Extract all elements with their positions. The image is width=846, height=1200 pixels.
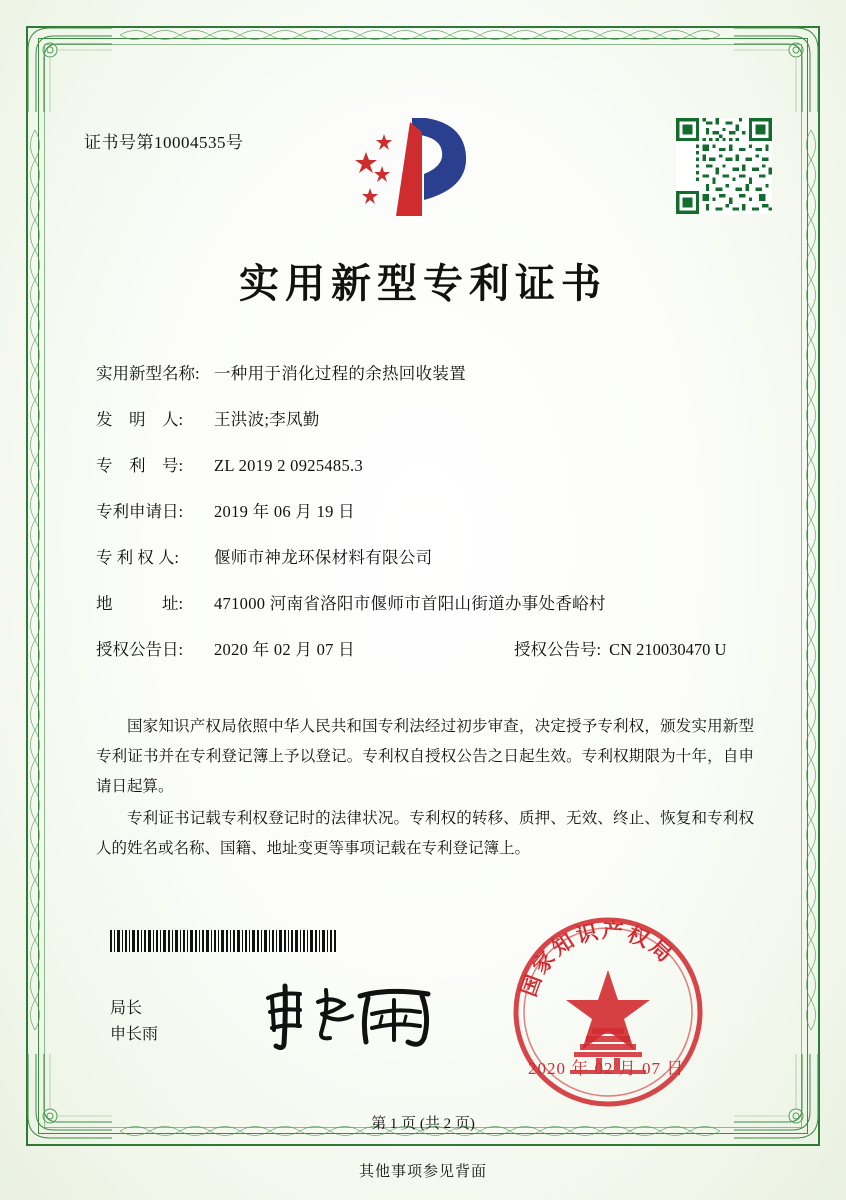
seal-date: 2020 年 02 月 07 日 bbox=[528, 1059, 685, 1078]
director-label: 局长 bbox=[110, 1000, 143, 1017]
page-number: 第 1 页 (共 2 页) bbox=[371, 1116, 475, 1132]
field-label: 发 明 人: bbox=[96, 410, 184, 429]
field-patent-number bbox=[96, 452, 756, 476]
legal-text bbox=[96, 712, 754, 866]
legal-paragraph-1: 国家知识产权局依照中华人民共和国专利法经过初步审查，决定授予专利权，颁发实用新型专利证书并在专利登记簿上予以登记。专利权自授权公告之日起生效。专利权期限为十年，自申请日起算。 bbox=[96, 718, 754, 795]
field-label: 专 利 权 人: bbox=[96, 548, 179, 567]
field-value: 2019 年 06 月 19 日 bbox=[214, 502, 355, 521]
svg-text:国家知识产权局: 国家知识产权局 bbox=[516, 918, 679, 1000]
field-label-grant-number: 授权公告号: bbox=[514, 640, 602, 659]
official-seal bbox=[508, 912, 708, 1112]
handwritten-signature bbox=[256, 980, 446, 1050]
cnipa-logo-icon bbox=[352, 112, 482, 224]
field-value: 偃师市神龙环保材料有限公司 bbox=[214, 548, 433, 567]
page-title: 实用新型专利证书 bbox=[239, 260, 607, 307]
field-label: 专 利 号: bbox=[96, 456, 184, 475]
field-list bbox=[96, 360, 756, 682]
certificate-number: 证书号第10004535号 bbox=[84, 133, 244, 152]
field-utility-model-name bbox=[96, 360, 756, 384]
qr-code bbox=[676, 118, 772, 214]
field-application-date bbox=[96, 498, 756, 522]
field-value: 一种用于消化过程的余热回收装置 bbox=[214, 364, 466, 383]
field-value: ZL 2019 2 0925485.3 bbox=[214, 456, 363, 475]
field-value-grant-number: CN 210030470 U bbox=[609, 640, 727, 659]
field-value-grant-date: 2020 年 02 月 07 日 bbox=[214, 640, 355, 659]
field-label: 实用新型名称: bbox=[96, 364, 200, 383]
field-inventor bbox=[96, 406, 756, 430]
field-patentee bbox=[96, 544, 756, 568]
director-block bbox=[110, 996, 158, 1048]
field-value: 王洪波;李凤勤 bbox=[214, 410, 320, 429]
field-label-grant-date: 授权公告日: bbox=[96, 640, 184, 659]
barcode bbox=[110, 930, 336, 952]
field-label: 专利申请日: bbox=[96, 502, 184, 521]
field-grant-announcement bbox=[96, 636, 756, 660]
field-value: 471000 河南省洛阳市偃师市首阳山街道办事处香峪村 bbox=[214, 594, 606, 613]
field-address bbox=[96, 590, 756, 614]
director-name: 申长雨 bbox=[110, 1026, 159, 1043]
footer-note: 其他事项参见背面 bbox=[358, 1164, 487, 1180]
legal-paragraph-2: 专利证书记载专利权登记时的法律状况。专利权的转移、质押、无效、终止、恢复和专利权人的姓名或名称、国籍、地址变更等事项记载在专利登记簿上。 bbox=[96, 810, 754, 857]
field-label: 地 址: bbox=[96, 594, 184, 613]
